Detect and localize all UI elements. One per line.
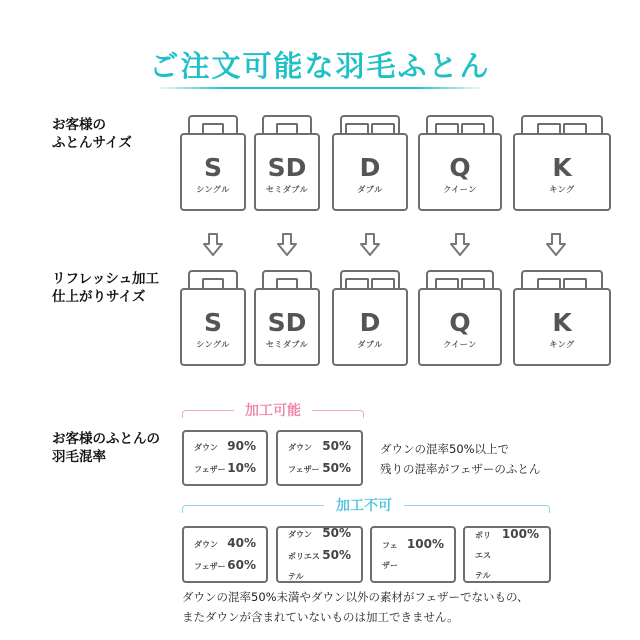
mix-line <box>194 436 256 458</box>
mix-line <box>288 436 351 458</box>
size-name: ダブル <box>357 340 383 349</box>
material: ポリエステル <box>288 551 320 581</box>
down-arrow-icon <box>276 233 298 257</box>
mix-line <box>475 524 539 586</box>
possible-heading: 加工可能 <box>234 400 312 420</box>
percent: 40% <box>227 535 256 550</box>
futon-body <box>180 133 246 211</box>
refresh-futon-size-s <box>180 270 246 366</box>
refresh-futon-size-k <box>513 270 611 366</box>
impossible-heading: 加工不可 <box>324 495 404 515</box>
impossible-mix-box <box>182 526 268 583</box>
material: ダウン <box>194 539 218 549</box>
futon-body <box>332 133 408 211</box>
futon-body <box>418 133 502 211</box>
percent: 100% <box>501 526 539 541</box>
size-name: クイーン <box>443 185 477 194</box>
refresh-futon-size-sd <box>254 270 320 366</box>
futon-body <box>180 288 246 366</box>
impossible-mix-box <box>463 526 551 583</box>
size-code: Q <box>449 308 471 337</box>
material: フェザー <box>194 465 226 474</box>
material: フェザー <box>288 465 320 474</box>
percent: 50% <box>322 525 351 540</box>
futon-size-s <box>180 115 246 211</box>
percent: 50% <box>322 547 351 562</box>
title-underline <box>160 87 480 89</box>
size-name: ダブル <box>357 185 383 194</box>
down-ratio-label <box>52 430 160 466</box>
mix-line <box>288 458 351 480</box>
size-name: セミダブル <box>265 185 309 194</box>
refresh-futon-size-d <box>332 270 408 366</box>
futon-body <box>513 288 611 366</box>
size-code: D <box>359 308 381 337</box>
futon-body <box>332 288 408 366</box>
percent: 50% <box>322 439 351 453</box>
material: ポリエステル <box>475 530 491 580</box>
futon-body <box>254 288 320 366</box>
size-name: キング <box>549 340 575 349</box>
down-arrow-icon <box>449 233 471 257</box>
refresh-size-label-line1: リフレッシュ加工 <box>52 271 160 287</box>
percent: 100% <box>406 536 444 551</box>
futon-size-q <box>418 115 502 211</box>
impossible-mix-box <box>370 526 456 583</box>
percent: 60% <box>227 557 256 572</box>
mix-line <box>194 533 256 555</box>
down-arrow-icon <box>202 233 224 257</box>
size-code: SD <box>267 153 307 182</box>
material: フェザー <box>194 561 226 571</box>
possible-note <box>380 439 540 479</box>
size-name: シングル <box>196 185 230 194</box>
percent: 10% <box>227 461 256 475</box>
refresh-futon-size-q <box>418 270 502 366</box>
down-arrow-icon <box>545 233 567 257</box>
customer-size-label-line1: お客様の <box>52 117 106 133</box>
size-code: K <box>552 308 572 337</box>
impossible-mix-box <box>276 526 363 583</box>
possible-mix-box <box>276 430 363 486</box>
futon-size-sd <box>254 115 320 211</box>
impossible-note-line1: ダウンの混率50%未満やダウン以外の素材がフェザーでないもの、 <box>182 590 529 604</box>
size-code: S <box>203 308 222 337</box>
material: ダウン <box>288 529 312 539</box>
mix-line <box>288 523 351 545</box>
futon-body <box>254 133 320 211</box>
customer-size-label <box>52 116 132 152</box>
mix-line <box>194 458 256 480</box>
mix-line <box>194 555 256 577</box>
material: ダウン <box>194 443 218 452</box>
refresh-size-label <box>52 270 159 306</box>
mix-line <box>382 534 444 576</box>
futon-size-d <box>332 115 408 211</box>
percent: 50% <box>322 461 351 475</box>
page-title: ご注文可能な羽毛ふとん <box>149 49 491 83</box>
size-code: S <box>203 153 222 182</box>
percent: 90% <box>227 439 256 453</box>
material: ダウン <box>288 443 312 452</box>
futon-size-k <box>513 115 611 211</box>
possible-note-line1: ダウンの混率50%以上で <box>380 442 510 456</box>
mix-line <box>288 545 351 587</box>
material: フェザー <box>382 540 398 570</box>
size-name: キング <box>549 185 575 194</box>
impossible-note <box>182 587 529 627</box>
size-name: クイーン <box>443 340 477 349</box>
size-code: Q <box>449 153 471 182</box>
impossible-note-line2: またダウンが含まれていないものは加工できません。 <box>182 610 459 624</box>
down-ratio-label-line2: 羽毛混率 <box>52 449 106 465</box>
size-code: SD <box>267 308 307 337</box>
down-arrow-icon <box>359 233 381 257</box>
futon-body <box>418 288 502 366</box>
size-name: シングル <box>196 340 230 349</box>
refresh-size-label-line2: 仕上がりサイズ <box>52 289 146 305</box>
possible-note-line2: 残りの混率がフェザーのふとん <box>380 462 541 476</box>
futon-body <box>513 133 611 211</box>
size-code: K <box>552 153 572 182</box>
size-name: セミダブル <box>265 340 309 349</box>
down-ratio-label-line1: お客様のふとんの <box>52 431 160 447</box>
possible-mix-box <box>182 430 268 486</box>
customer-size-label-line2: ふとんサイズ <box>52 135 132 151</box>
size-code: D <box>359 153 381 182</box>
